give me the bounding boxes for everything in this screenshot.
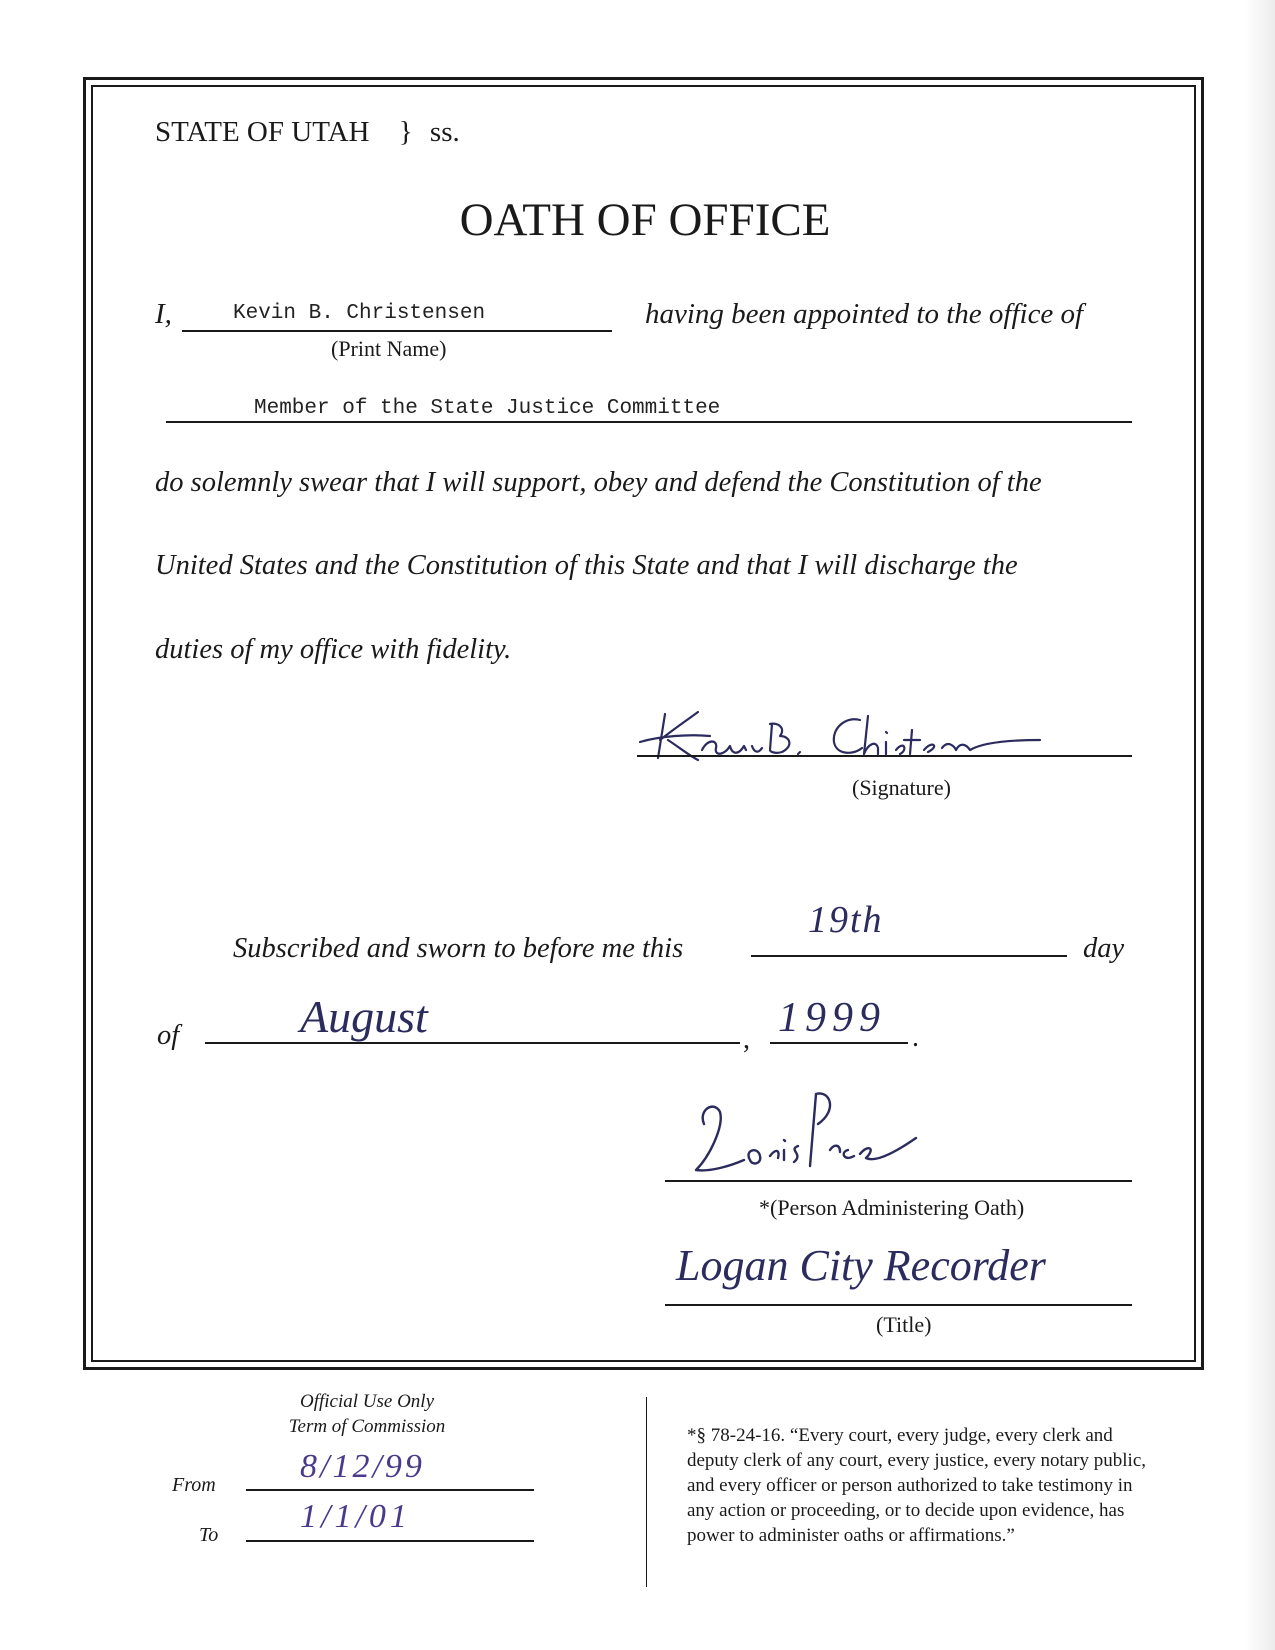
month-line [205,1042,740,1044]
administrator-signature-image [680,1090,980,1190]
day-line [751,955,1067,957]
day-label: day [1083,933,1125,964]
month-value: August [300,991,428,1042]
to-label: To [199,1524,219,1546]
to-line [246,1540,534,1542]
statute-line-1: *§ 78-24-16. “Every court, every judge, every clerk and [687,1425,1113,1446]
official-use-heading: Official Use Only [299,1391,435,1412]
statute-line-2: deputy clerk of any court, every justice, every notary public, [687,1450,1146,1471]
state-heading [155,116,460,149]
state-ss: ss. [429,116,460,148]
statute-note [687,1423,1146,1548]
to-value: 1/1/01 [300,1498,411,1535]
oath-body-line-1: do solemnly swear that I will support, obey and defend the Constitution of the [155,467,1042,498]
page-edge-shadow [1245,0,1275,1650]
from-label: From [172,1474,216,1496]
i-label: I, [155,298,172,330]
section-divider [646,1397,647,1587]
state-brace: } [398,116,413,148]
from-value: 8/12/99 [300,1448,425,1485]
state-name: STATE OF UTAH [155,116,370,148]
title-caption: (Title) [876,1312,932,1337]
signature-caption: (Signature) [852,775,951,800]
of-label: of [157,1020,180,1051]
document-title: OATH OF OFFICE [459,194,831,246]
month-comma: , [743,1024,750,1055]
office-line [166,421,1132,423]
print-name-caption: (Print Name) [331,336,447,361]
appointed-text: having been appointed to the office of [645,298,1084,330]
oath-body-line-2: United States and the Constitution of this State and that I will discharge the [155,550,1018,581]
year-period: . [912,1022,919,1053]
from-line [246,1489,534,1491]
signature-line [637,755,1132,757]
statute-line-4: any action or proceeding, or to decide upon evidence, has [687,1500,1125,1521]
year-line [770,1042,908,1044]
oath-body-line-3: duties of my office with fidelity. [155,634,512,665]
term-of-commission-heading: Term of Commission [288,1416,446,1437]
print-name-line [182,330,612,332]
title-value: Logan City Recorder [676,1241,1046,1290]
day-value: 19th [808,899,884,941]
statute-line-5: power to administer oaths or affirmations.” [687,1525,1015,1546]
signature-image [620,700,1100,770]
administering-line [665,1180,1132,1182]
year-value: 1999 [778,995,886,1041]
administering-caption: *(Person Administering Oath) [759,1195,1025,1220]
sworn-text: Subscribed and sworn to before me this [233,933,684,964]
title-line [665,1304,1132,1306]
print-name-value: Kevin B. Christensen [233,302,486,325]
office-value: Member of the State Justice Committee [254,397,721,420]
statute-line-3: and every officer or person authorized to take testimony in [687,1475,1133,1496]
